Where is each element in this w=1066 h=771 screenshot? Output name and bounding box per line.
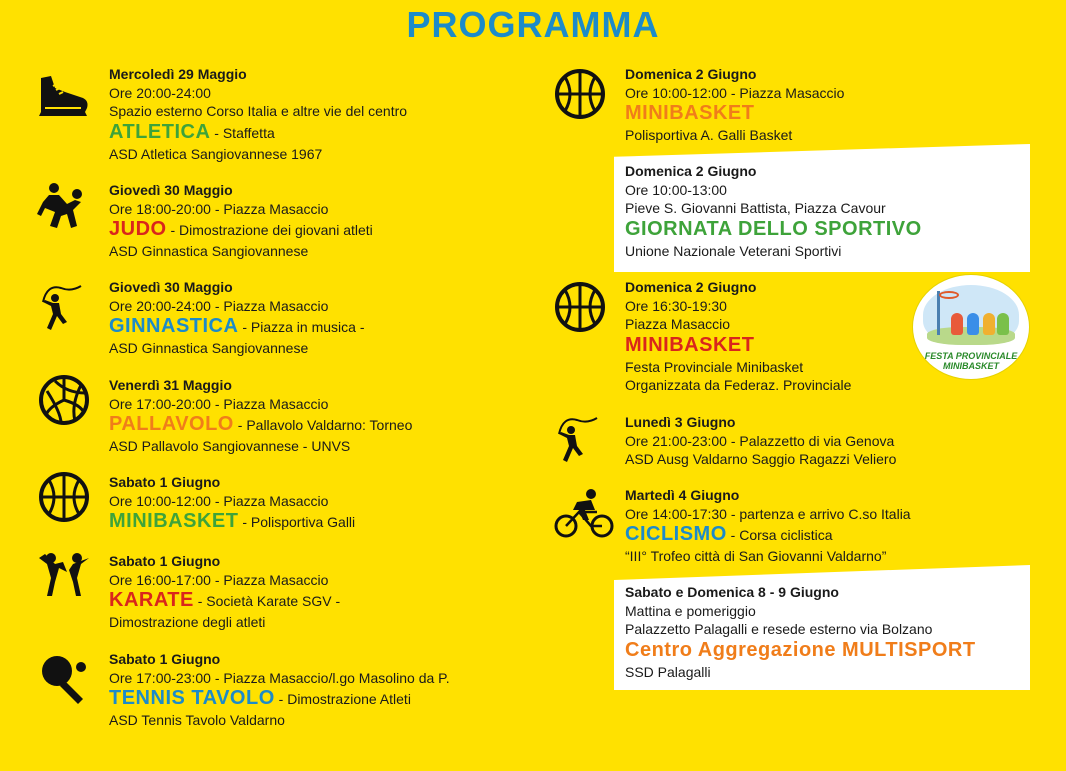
sport-name: MINIBASKET bbox=[109, 510, 239, 532]
event-organizer: ASD Tennis Tavolo Valdarno bbox=[109, 712, 285, 728]
judo-icon bbox=[37, 180, 91, 234]
gymnastics-ribbon-icon bbox=[553, 414, 607, 468]
basketball-icon bbox=[553, 67, 607, 121]
sport-desc: - Corsa ciclistica bbox=[726, 527, 833, 543]
karate-icon bbox=[37, 550, 91, 604]
sport-desc: - Società Karate SGV - bbox=[193, 593, 341, 609]
event-organizer: Unione Nazionale Veterani Sportivi bbox=[625, 242, 842, 259]
sport-name: MINIBASKET bbox=[625, 333, 755, 356]
event-time: Ore 20:00-24:00 - Piazza Masaccio bbox=[109, 297, 329, 314]
event-organizer: ASD Pallavolo Sangiovannese - UNVS bbox=[109, 438, 351, 454]
event-date: Domenica 2 Giugno bbox=[625, 163, 757, 179]
sport-desc: - Pallavolo Valdarno: Torneo bbox=[233, 417, 413, 433]
sport-name: TENNIS TAVOLO bbox=[109, 687, 275, 709]
event-date: Sabato 1 Giugno bbox=[109, 651, 221, 667]
event-date: Sabato 1 Giugno bbox=[109, 474, 221, 490]
event-time: Ore 20:00-24:00 bbox=[109, 84, 211, 101]
event-location: Piazza Masaccio bbox=[625, 316, 731, 332]
event-time: Ore 10:00-12:00 - Piazza Masaccio bbox=[109, 492, 329, 509]
event-date: Venerdì 31 Maggio bbox=[109, 377, 232, 393]
basketball-icon bbox=[553, 280, 607, 334]
event-location: Spazio esterno Corso Italia e altre vie del centro bbox=[109, 103, 408, 119]
page-title: PROGRAMMA bbox=[406, 4, 660, 45]
event-time: Ore 17:00-20:00 - Piazza Masaccio bbox=[109, 395, 329, 412]
event-location: Palazzetto Palagalli e resede esterno via Bolzano bbox=[625, 621, 933, 637]
sport-name: Centro Aggregazione MULTISPORT bbox=[625, 638, 976, 661]
logo-caption: FESTA PROVINCIALE MINIBASKET bbox=[924, 351, 1018, 371]
event-time: Ore 16:30-19:30 bbox=[625, 297, 727, 314]
sport-name: ATLETICA bbox=[109, 120, 211, 143]
event-organizer: ASD Atletica Sangiovannese 1967 bbox=[109, 145, 323, 162]
event-time: Ore 10:00-12:00 - Piazza Masaccio bbox=[625, 84, 845, 101]
cyclist-icon bbox=[553, 488, 615, 542]
sport-name: MINIBASKET bbox=[625, 102, 755, 124]
event-time: Mattina e pomeriggio bbox=[625, 602, 756, 619]
event-time: Ore 17:00-23:00 - Piazza Masaccio/l.go Masolino da P. bbox=[109, 669, 450, 686]
sport-desc: - Dimostrazione dei giovani atleti bbox=[166, 222, 373, 238]
volleyball-icon bbox=[37, 373, 91, 427]
event-organizer: Dimostrazione degli atleti bbox=[109, 614, 266, 630]
event-note: Festa Provinciale Minibasket bbox=[625, 358, 804, 375]
event-organizer: ASD Ausg Valdarno Saggio Ragazzi Veliero bbox=[625, 451, 897, 467]
sport-name: JUDO bbox=[109, 218, 167, 240]
sport-name: PALLAVOLO bbox=[109, 413, 234, 435]
event-date: Lunedì 3 Giugno bbox=[625, 414, 736, 430]
event-note: “III° Trofeo città di San Giovanni Valdarno” bbox=[625, 548, 887, 564]
event-date: Domenica 2 Giugno bbox=[625, 66, 757, 82]
event-location: Pieve S. Giovanni Battista, Piazza Cavour bbox=[625, 200, 886, 216]
event-time: Ore 14:00-17:30 - partenza e arrivo C.so Italia bbox=[625, 505, 911, 522]
event-organizer: ASD Ginnastica Sangiovannese bbox=[109, 243, 309, 259]
gymnastics-ribbon-icon bbox=[37, 282, 91, 336]
event-date: Giovedì 30 Maggio bbox=[109, 182, 233, 198]
festa-minibasket-logo bbox=[913, 275, 1029, 379]
sport-name: CICLISMO bbox=[625, 523, 727, 545]
event-organizer: Organizzata da Federaz. Provinciale bbox=[625, 377, 852, 393]
event-date: Giovedì 30 Maggio bbox=[109, 279, 233, 295]
event-date: Sabato 1 Giugno bbox=[109, 553, 221, 569]
event-date: Domenica 2 Giugno bbox=[625, 279, 757, 295]
sport-desc: - Polisportiva Galli bbox=[238, 514, 356, 530]
sport-name: GIORNATA DELLO SPORTIVO bbox=[625, 217, 922, 240]
event-time: Ore 16:00-17:00 - Piazza Masaccio bbox=[109, 571, 329, 588]
event-date: Sabato e Domenica 8 - 9 Giugno bbox=[625, 584, 839, 600]
event-organizer: ASD Ginnastica Sangiovannese bbox=[109, 340, 309, 356]
event-time: Ore 18:00-20:00 - Piazza Masaccio bbox=[109, 200, 329, 217]
event-date: Martedì 4 Giugno bbox=[625, 487, 740, 503]
event-time: Ore 10:00-13:00 bbox=[625, 181, 727, 198]
event-organizer: SSD Palagalli bbox=[625, 663, 711, 680]
sport-desc: - Staffetta bbox=[210, 124, 275, 141]
sport-desc: - Dimostrazione Atleti bbox=[274, 691, 411, 707]
table-tennis-icon bbox=[37, 653, 91, 707]
event-time: Ore 21:00-23:00 - Palazzetto di via Genova bbox=[625, 432, 895, 449]
sport-name: GINNASTICA bbox=[109, 315, 239, 337]
event-date: Mercoledì 29 Maggio bbox=[109, 66, 247, 82]
basketball-icon bbox=[37, 470, 91, 524]
running-shoe-icon bbox=[37, 68, 91, 122]
sport-desc: - Piazza in musica - bbox=[238, 319, 365, 335]
sport-name: KARATE bbox=[109, 589, 194, 611]
event-organizer: Polisportiva A. Galli Basket bbox=[625, 127, 793, 143]
